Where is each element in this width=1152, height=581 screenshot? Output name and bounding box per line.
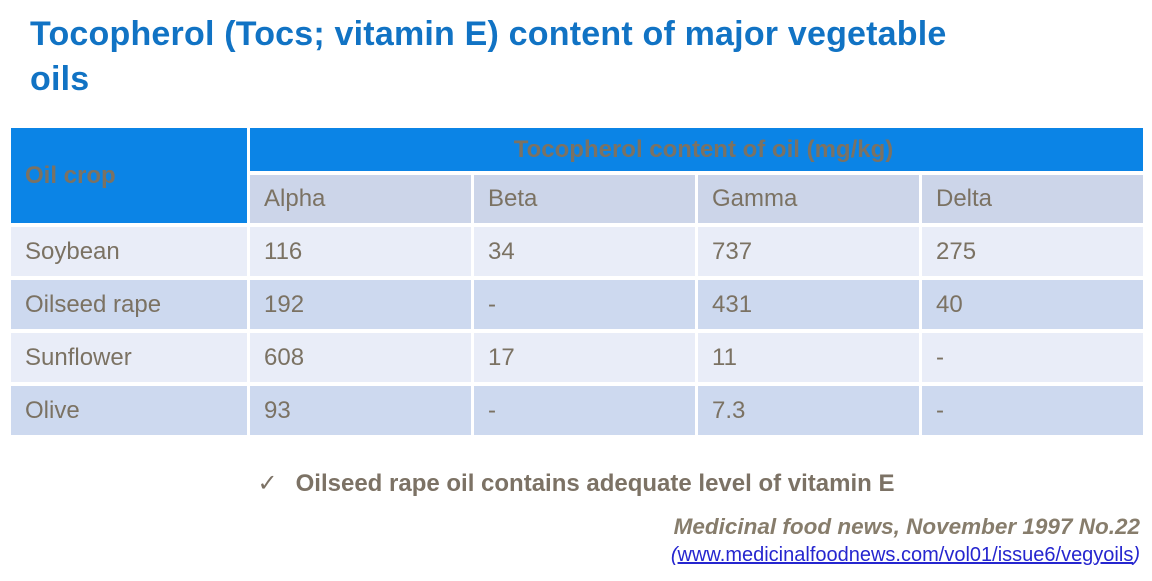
crop-cell: Oilseed rape	[11, 280, 247, 329]
key-point-note	[0, 469, 1152, 499]
column-header-gamma: Gamma	[698, 175, 919, 223]
value-cell: 34	[474, 227, 695, 276]
table-header-row-group	[11, 128, 1143, 171]
corner-header-cell: Oil crop	[11, 128, 247, 223]
value-cell: 192	[250, 280, 471, 329]
note-text: Oilseed rape oil contains adequate level of vitamin E	[295, 470, 895, 497]
open-paren: (	[670, 544, 678, 566]
value-cell: 275	[922, 227, 1143, 276]
column-header-alpha: Alpha	[250, 175, 471, 223]
value-cell: 431	[698, 280, 919, 329]
page-title: Tocopherol (Tocs; vitamin E) content of major vegetable oils	[30, 15, 947, 98]
crop-cell: Sunflower	[11, 333, 247, 382]
group-header-cell: Tocopherol content of oil (mg/kg)	[250, 128, 1143, 171]
table-row	[11, 386, 1143, 435]
value-cell: 7.3	[698, 386, 919, 435]
table-body	[11, 227, 1143, 435]
value-cell: 17	[474, 333, 695, 382]
checkmark-icon: ✓	[257, 470, 278, 497]
tocopherol-table	[8, 124, 1146, 439]
value-cell: 608	[250, 333, 471, 382]
value-cell: 116	[250, 227, 471, 276]
citation-link-line	[0, 543, 1140, 568]
close-paren: )	[1133, 544, 1140, 566]
crop-cell: Olive	[11, 386, 247, 435]
value-cell: -	[474, 386, 695, 435]
table-header	[11, 128, 1143, 223]
value-cell: -	[474, 280, 695, 329]
value-cell: 11	[698, 333, 919, 382]
table-row	[11, 280, 1143, 329]
citation	[0, 513, 1140, 568]
citation-source: Medicinal food news, November 1997 No.22	[673, 514, 1140, 539]
citation-link[interactable]: www.medicinalfoodnews.com/vol01/issue6/vegyoils	[677, 544, 1134, 566]
value-cell: 737	[698, 227, 919, 276]
table-row	[11, 333, 1143, 382]
value-cell: 93	[250, 386, 471, 435]
column-header-delta: Delta	[922, 175, 1143, 223]
value-cell: -	[922, 333, 1143, 382]
value-cell: -	[922, 386, 1143, 435]
value-cell: 40	[922, 280, 1143, 329]
column-header-beta: Beta	[474, 175, 695, 223]
crop-cell: Soybean	[11, 227, 247, 276]
table-row	[11, 227, 1143, 276]
